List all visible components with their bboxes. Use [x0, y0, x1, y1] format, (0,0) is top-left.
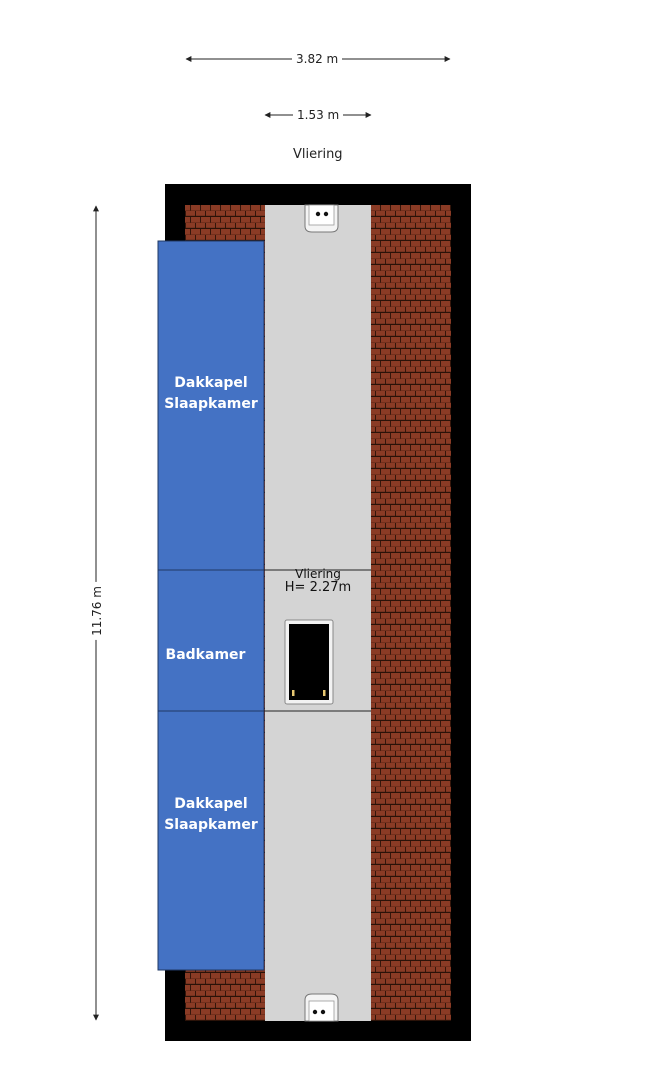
level-title: Vliering	[293, 147, 343, 162]
overall-width-label: 3.82 m	[292, 52, 342, 66]
overall-length-label: 11.76 m	[90, 582, 104, 640]
room-label-dormer-bottom-line2: Slaapkamer	[164, 817, 258, 833]
vent-bottom-icon	[305, 994, 338, 1021]
room-label-dormer-top	[158, 373, 264, 415]
room-label-bathroom	[158, 645, 253, 666]
room-label-dormer-bottom	[158, 794, 264, 836]
attic-height: H= 2.27m	[284, 580, 352, 595]
attic-floor	[265, 205, 371, 1021]
inner-width-label: 1.53 m	[293, 108, 343, 122]
vent-top-icon	[305, 205, 338, 232]
attic-name: Vliering	[295, 567, 341, 581]
room-label-dormer-top-line2: Slaapkamer	[164, 396, 258, 412]
room-dormer-bottom	[158, 711, 264, 970]
roof-tiles-right	[371, 205, 451, 1021]
attic-hatch	[285, 620, 333, 704]
room-label-dormer-top-line1: Dakkapel	[174, 375, 248, 391]
room-bathroom	[158, 570, 264, 711]
attic-label	[265, 567, 371, 595]
room-label-dormer-bottom-line1: Dakkapel	[174, 796, 248, 812]
room-label-bathroom-text: Badkamer	[165, 647, 246, 663]
